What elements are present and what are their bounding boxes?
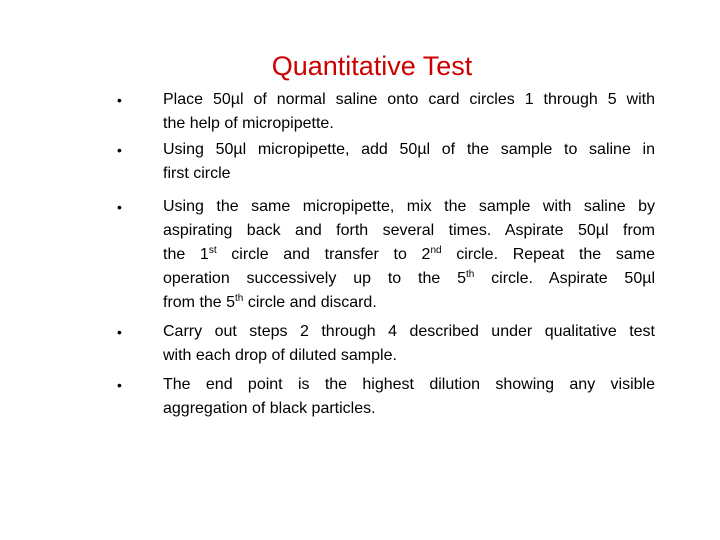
ordinal-suffix: th bbox=[465, 269, 475, 280]
slide-title: Quantitative Test bbox=[271, 51, 473, 81]
text-span: the 1 bbox=[163, 246, 209, 263]
bullet-dot-icon: • bbox=[117, 142, 122, 158]
bullet-line: aspirating back and forth several times. Aspirate 50µl from bbox=[163, 222, 655, 239]
bullet-text bbox=[163, 88, 655, 136]
text-span: circle and discard. bbox=[243, 294, 377, 311]
text-span: from the 5 bbox=[163, 294, 236, 311]
bullet-line: Carry out steps 2 through 4 described under qualitative test bbox=[163, 323, 655, 340]
bullet-text bbox=[163, 138, 655, 186]
text-span: circle. Aspirate 50µl bbox=[474, 270, 655, 287]
bullet-dot-icon: • bbox=[117, 199, 122, 215]
text-span: circle and transfer to 2 bbox=[216, 246, 431, 263]
ordinal-suffix: st bbox=[208, 245, 217, 256]
bullet-text bbox=[163, 320, 655, 368]
bullet-text bbox=[163, 373, 655, 421]
bullet-dot-icon: • bbox=[117, 324, 122, 340]
bullet-line: with each drop of diluted sample. bbox=[163, 347, 397, 364]
bullet-line: Place 50µl of normal saline onto card circles 1 through 5 with bbox=[163, 91, 655, 108]
bullet-text bbox=[163, 195, 655, 315]
text-span: circle. Repeat the same bbox=[441, 246, 655, 263]
bullet-line bbox=[163, 291, 655, 315]
text-span: operation successively up to the 5 bbox=[163, 270, 466, 287]
bullet-line: The end point is the highest dilution showing any visible bbox=[163, 376, 655, 393]
bullet-line bbox=[163, 267, 655, 291]
bullet-line: Using 50µl micropipette, add 50µl of the sample to saline in bbox=[163, 141, 655, 158]
bullet-line: first circle bbox=[163, 165, 231, 182]
ordinal-suffix: th bbox=[235, 293, 244, 304]
bullet-line bbox=[163, 243, 655, 267]
bullet-line: the help of micropipette. bbox=[163, 115, 334, 132]
ordinal-suffix: nd bbox=[430, 245, 442, 256]
bullet-dot-icon: • bbox=[117, 92, 122, 108]
bullet-line: Using the same micropipette, mix the sample with saline by bbox=[163, 198, 655, 215]
bullet-line: aggregation of black particles. bbox=[163, 400, 376, 417]
bullet-dot-icon: • bbox=[117, 377, 122, 393]
